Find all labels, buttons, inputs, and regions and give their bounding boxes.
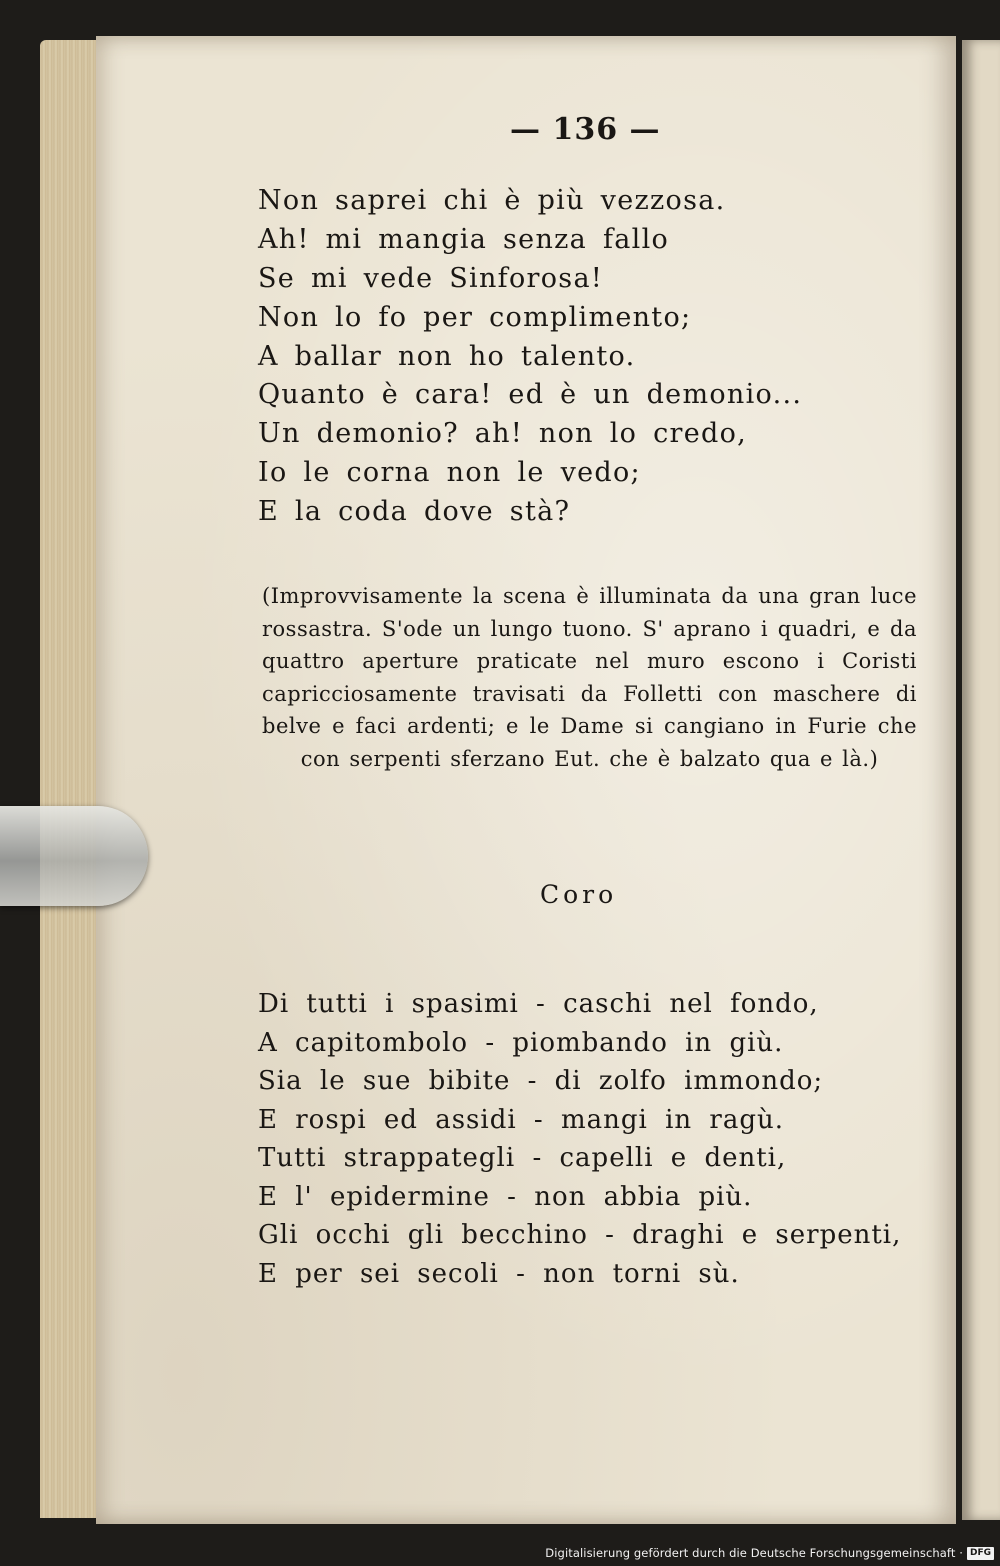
dfg-logo-icon: DFG bbox=[967, 1547, 994, 1560]
page-clip bbox=[0, 806, 148, 906]
verse-line: A ballar non ho talento. bbox=[258, 340, 636, 372]
verse-line: E l' epidermine - non abbia più. bbox=[258, 1181, 753, 1212]
facing-page-edge bbox=[962, 40, 1000, 1520]
verse-line: Quanto è cara! ed è un demonio... bbox=[258, 379, 803, 411]
verse-line: Sia le sue bibite - di zolfo immondo; bbox=[258, 1066, 824, 1096]
verse-line: E la coda dove stà? bbox=[258, 496, 571, 528]
verse-line: Gli occhi gli becchino - draghi e serpenti, bbox=[258, 1220, 902, 1250]
stage-direction: (Improvvisamente la scena è illuminata da una gran luce rossastra. S'ode un lungo tuono. S' aprano i quadri, e da quattro aperture praticate nel muro escono i Coristi capricciosamente travisati da Folletti con maschere di belve e faci ardenti; e le Dame si cangiano in Furie che con serpenti sferzano Eut. che è balzato qua e là.) bbox=[262, 584, 917, 771]
footer-credit-text: Digitalisierung gefördert durch die Deutsche Forschungsgemeinschaft · bbox=[545, 1546, 963, 1560]
verse-block-1 bbox=[258, 182, 802, 532]
verse-block-2 bbox=[258, 985, 901, 1293]
verse-line: Non lo fo per complimento; bbox=[258, 301, 692, 333]
verse-line: E per sei secoli - non torni sù. bbox=[258, 1258, 740, 1289]
verse-line: Un demonio? ah! non lo credo, bbox=[258, 418, 748, 450]
verse-line: Di tutti i spasimi - caschi nel fondo, bbox=[258, 989, 819, 1019]
verse-line: Ah! mi mangia senza fallo bbox=[258, 223, 670, 255]
verse-line: Non saprei chi è più vezzosa. bbox=[258, 185, 726, 216]
verse-line: E rospi ed assidi - mangi in ragù. bbox=[258, 1104, 784, 1135]
verse-line: Io le corna non le vedo; bbox=[258, 457, 641, 489]
footer-credit bbox=[545, 1544, 994, 1562]
chorus-heading: Coro bbox=[540, 880, 618, 909]
verse-line: A capitombolo - piombando in giù. bbox=[258, 1027, 784, 1058]
verse-line: Tutti strappategli - capelli e denti, bbox=[258, 1143, 787, 1173]
verse-line: Se mi vede Sinforosa! bbox=[258, 262, 603, 294]
page-number: — 136 — bbox=[510, 112, 661, 147]
